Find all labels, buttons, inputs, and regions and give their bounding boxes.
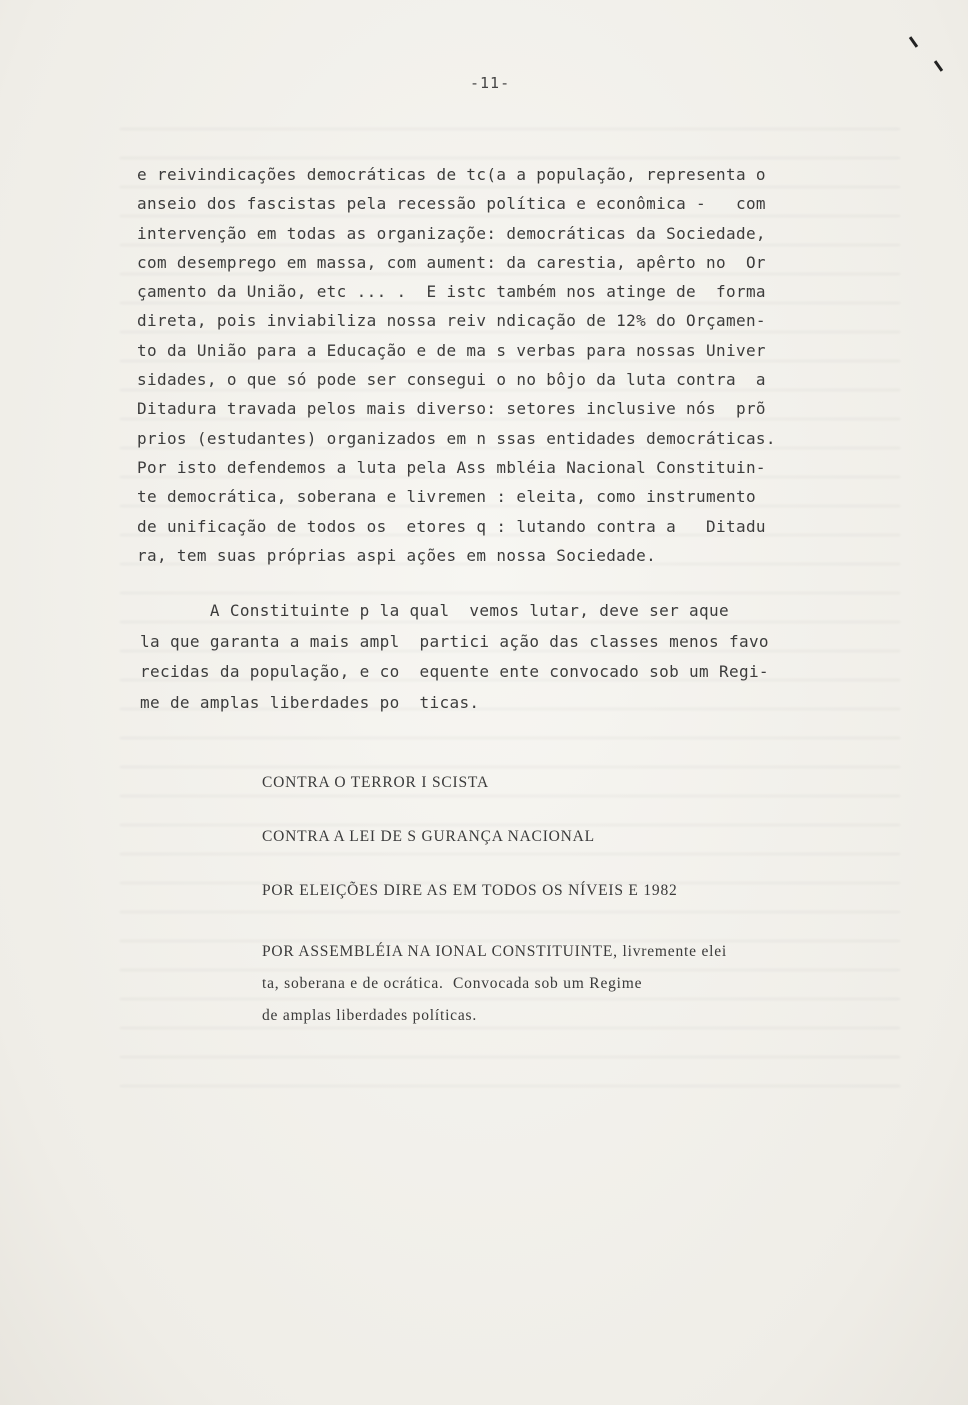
slogan-direct-elections: POR ELEIÇÕES DIRE AS EM TODOS OS NÍVEIS E 1982 (262, 882, 678, 899)
text-line: Ditadura travada pelos mais diverso: setores inclusive nós prõ (137, 399, 766, 419)
text-line: com desemprego em massa, com aument: da carestia, apêrto no Or (137, 252, 766, 272)
paragraph-1 (137, 160, 872, 570)
slogan-assembly-line: de amplas liberdades políticas. (262, 1007, 478, 1024)
slogan-assembly-line: ta, soberana e de ocrática. Convocada sob um Regime (262, 975, 643, 992)
text-line: anseio dos fascistas pela recessão política e econômica - com (137, 194, 766, 214)
paragraph-2 (140, 596, 875, 718)
text-line: çamento da União, etc ... . E istc também nos atinge de forma (137, 282, 766, 302)
text-line: la que garanta a mais ampl partici ação das classes menos favo (140, 631, 769, 651)
slogan-assembly-line: POR ASSEMBLÉIA NA IONAL CONSTITUINTE, livremente elei (262, 943, 728, 960)
text-line: sidades, o que só pode ser consegui o no bôjo da luta contra a (137, 370, 766, 390)
text-line: intervenção em todas as organizaçõe: democráticas da Sociedade, (137, 223, 766, 243)
text-line: A Constituinte p la qual vemos lutar, deve ser aque (140, 601, 729, 620)
slogans-block (262, 774, 882, 1032)
text-line: to da União para a Educação e de ma s verbas para nossas Univer (137, 340, 766, 360)
text-line: Por isto defendemos a luta pela Ass mbléia Nacional Constituin- (137, 457, 766, 477)
staple-mark (934, 60, 943, 72)
page-number: -11- (470, 74, 511, 92)
slogan-terror: CONTRA O TERROR I SCISTA (262, 774, 489, 791)
text-line: direta, pois inviabiliza nossa reiv ndicação de 12% do Orçamen- (137, 311, 766, 331)
text-line: de unificação de todos os etores q : lutando contra a Ditadu (137, 516, 766, 536)
text-line: me de amplas liberdades po ticas. (140, 692, 480, 712)
text-line: recidas da população, e co equente ente convocado sob um Regi- (140, 662, 769, 681)
text-line: e reivindicações democráticas de tc(a a população, representa o (137, 165, 766, 184)
text-line: prios (estudantes) organizados em n ssas entidades democráticas. (137, 428, 776, 448)
staple-mark (909, 36, 918, 48)
text-line: ra, tem suas próprias aspi ações em nossa Sociedade. (137, 545, 657, 565)
slogan-security-law: CONTRA A LEI DE S GURANÇA NACIONAL (262, 828, 595, 845)
text-line: te democrática, soberana e livremen : eleita, como instrumento (137, 487, 756, 507)
